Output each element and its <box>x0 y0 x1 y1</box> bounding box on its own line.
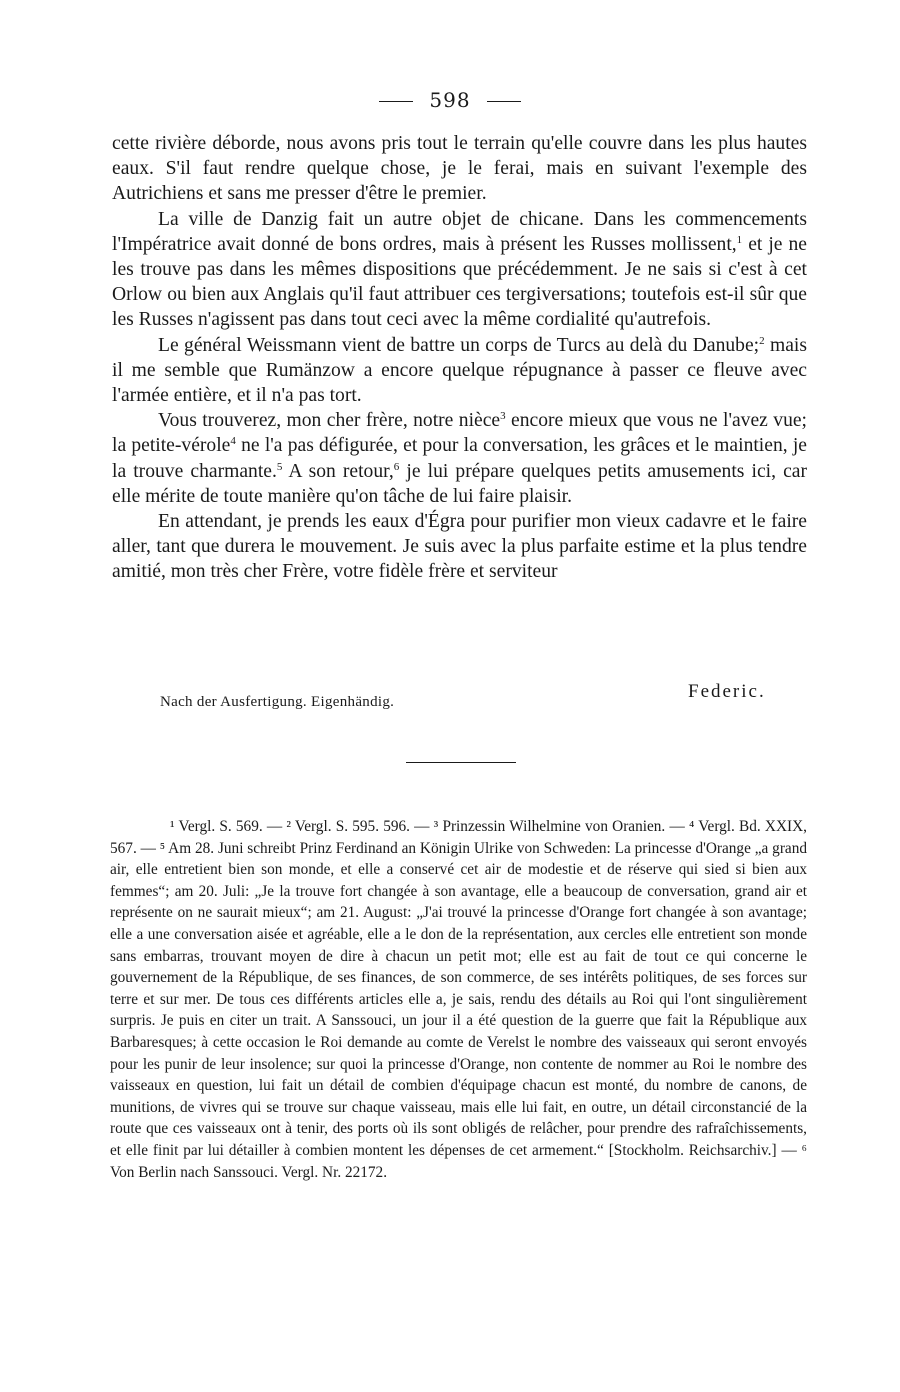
letter-text: Vous trouverez, mon cher frère, notre nièce <box>158 410 501 432</box>
footnote-mark: 6 <box>393 460 400 473</box>
footnote-mark: 5 <box>276 460 283 473</box>
letter-paragraph <box>112 333 807 409</box>
page-number: 598 <box>429 88 471 112</box>
letter-paragraph <box>112 408 807 509</box>
page-number-dash-right <box>487 101 521 102</box>
letter-body <box>112 131 807 585</box>
letter-text: La ville de Danzig fait un autre objet de chicane. Dans les commencements l'Impératrice avait donné de bons ordres, mais à présent les Russes mollissent, <box>112 208 807 255</box>
letter-text: je lui prépare quelques petits amusements ici, car elle mérite de toute manière qu'on tâche de lui faire plaisir. <box>112 460 808 507</box>
letter-text: et je ne les trouve pas dans les mêmes dispositions que précédemment. Je ne sais si c'est à cet Orlow ou bien aux Anglais qu'il faut attribuer ces tergiversations; toutefois est-il sûr que les Russes n'agissent pas dans tout ceci avec la même cordialité qu'autrefois. <box>112 233 807 331</box>
footnote-mark: 1 <box>736 233 743 246</box>
letter-paragraph <box>112 131 807 207</box>
footnote-divider <box>406 762 516 763</box>
letter-text: cette rivière déborde, nous avons pris tout le terrain qu'elle couvre dans les plus hautes eaux. S'il faut rendre quelque chose, je le ferai, mais en suivant l'exemple des Autrichiens et sans me presser d'être le premier. <box>112 133 807 205</box>
letter-paragraph <box>112 207 807 333</box>
footnote-mark: 3 <box>500 410 506 423</box>
page-number-header <box>0 88 900 112</box>
source-note: Nach der Ausfertigung. Eigenhändig. <box>160 694 395 710</box>
letter-text: mais il me semble que Rumänzow a encore quelque répugnance à passer ce fleuve avec l'armée entière, et il n'a pas tort. <box>112 334 807 407</box>
footnote-mark: 2 <box>759 334 765 347</box>
letter-paragraph <box>112 509 807 585</box>
letter-text: encore mieux que vous ne l'avez vue; la petite-vérole <box>112 410 807 457</box>
page-number-dash-left <box>379 101 413 102</box>
letter-text: En attendant, je prends les eaux d'Égra pour purifier mon vieux cadavre et le faire aller, tant que durera le mouvement. Je suis avec la plus parfaite estime et la plus tendre amitié, mon très cher Frère, votre fidèle frère et serviteur <box>112 511 807 583</box>
signature: Federic. <box>688 681 766 702</box>
letter-text: A son retour, <box>288 460 394 482</box>
letter-text: ne l'a pas défigurée, et pour la conversation, les grâces et le maintien, je la trouve charmante. <box>112 435 808 482</box>
footnotes <box>110 816 807 1183</box>
footnote-mark: 4 <box>230 435 236 448</box>
footnote-text: ¹ Vergl. S. 569. — ² Vergl. S. 595. 596. — ³ Prinzessin Wilhelmine von Oranien. — ⁴ Vergl. Bd. XXIX, 567. — ⁵ Am 28. Juni schreibt Prinz Ferdinand an Königin Ulrike von Schweden: La princesse d'Orange „a grand air, elle entretient bien son monde, et elle a conservé cet air de modestie et de réserve qui sied si bien aux femmes“; am 20. Juli: „Je la trouve fort changée à son avantage, elle a beaucoup de conversation, grand air et représente on ne saurait mieux“; am 21. August: „J'ai trouvé la princesse d'Orange fort changée à son avantage; elle a une conversation aisée et agréable, elle a le don de la représentation, aux cercles elle entretient son monde sans embarras, trouvant moyen de dire à chacun un petit mot; elle est au fait de tout ce qui concerne le gouvernement de la République, de ses finances, de son commerce, de ses intérêts politiques, de ses forces sur terre et sur mer. De tous ces différents articles elle a, je sais, rendu des détails au Roi qui l'ont singulièrement surpris. Je puis en citer un trait. A Sanssouci, un jour il a été question de la guerre que fait la République aux Barbaresques; à cette occasion le Roi demande au comte de Verelst le nombre des vaisseaux qui seront envoyés pour les punir de leur insolence; sur quoi la princesse d'Orange, non contente de nommer au Roi le nombre des vaisseaux en question, lui fait un détail de combien d'équipage chacun est monté, du nombre de canons, de munitions, de vivres qui se trouve sur chaque vaisseau, mais elle lui fait, en outre, un détail circonstancié de la route que ces vaisseaux ont à tenir, des ports où ils sont obligés de relâcher, pour prendre des rafraîchissements, et elle finit par lui détailler à combien montent les dépenses de cet armement.“ [Stockholm. Reichsarchiv.] — ⁶ Von Berlin nach Sanssouci. Vergl. Nr. 22172. <box>110 818 807 1181</box>
letter-text: Le général Weissmann vient de battre un corps de Turcs au delà du Danube; <box>158 334 760 356</box>
